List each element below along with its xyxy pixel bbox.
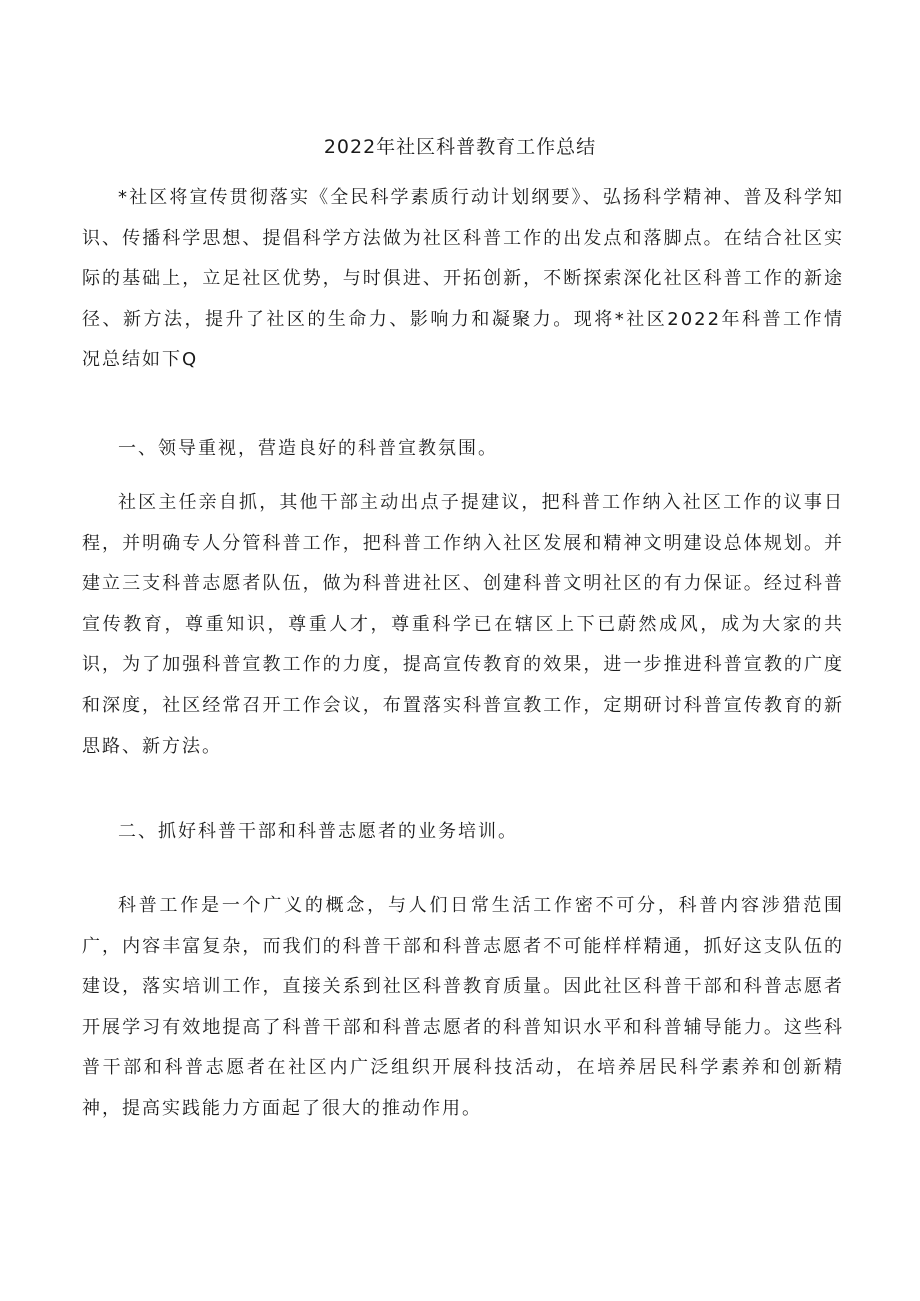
- intro-paragraph: *社区将宣传贯彻落实《全民科学素质行动计划纲要》、弘扬科学精神、普及科学知识、传播科学思想、提倡科学方法做为社区科普工作的出发点和落脚点。在结合社区实际的基础上，立足社区优势，与时俱进、开拓创新，不断探索深化社区科普工作的新途径、新方法，提升了社区的生命力、影响力和凝聚力。现将*社区2022年科普工作情况总结如下Q: [82, 187, 844, 371]
- section-2-paragraph: 科普工作是一个广义的概念，与人们日常生活工作密不可分，科普内容涉猎范围广，内容丰富复杂，而我们的科普干部和科普志愿者不可能样样精通，抓好这支队伍的建设，落实培训工作，直接关系到社区科普教育质量。因此社区科普干部和科普志愿者开展学习有效地提高了科普干部和科普志愿者的科普知识水平和科普辅导能力。这些科普干部和科普志愿者在社区内广泛组织开展科技活动，在培养居民科学素养和创新精神，提高实践能力方面起了很大的推动作用。: [82, 895, 844, 1119]
- document-title: 2022年社区科普教育工作总结: [323, 136, 597, 158]
- section-heading-2: 二、抓好科普干部和科普志愿者的业务培训。: [118, 821, 518, 842]
- section-heading-1: 一、领导重视，营造良好的科普宣教氛围。: [118, 438, 498, 459]
- section-1-paragraph: 社区主任亲自抓，其他干部主动出点子提建议，把科普工作纳入社区工作的议事日程，并明确专人分管科普工作，把科普工作纳入社区发展和精神文明建设总体规划。并建立三支科普志愿者队伍，做为科普进社区、创建科普文明社区的有力保证。经过科普宣传教育，尊重知识，尊重人才，尊重科学已在辖区上下已蔚然成风，成为大家的共识，为了加强科普宣教工作的力度，提高宣传教育的效果，进一步推进科普宣教的广度和深度，社区经常召开工作会议，布置落实科普宣教工作，定期研讨科普宣传教育的新思路、新方法。: [82, 492, 844, 757]
